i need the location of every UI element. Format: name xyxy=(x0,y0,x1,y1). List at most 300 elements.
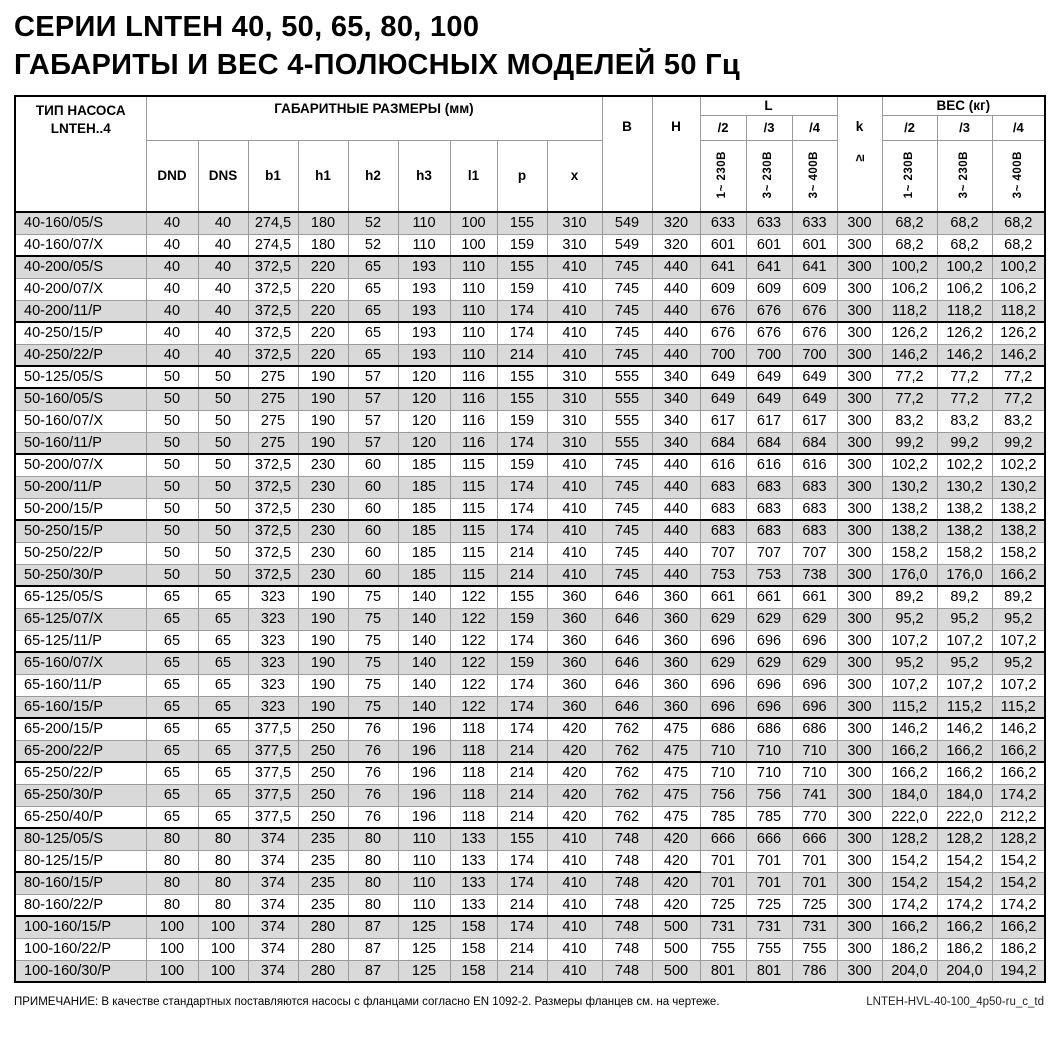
model-cell: 40-160/07/X xyxy=(15,234,146,256)
header-L3-phase xyxy=(746,140,792,212)
value-cell: 250 xyxy=(298,740,348,762)
value-cell: 99,2 xyxy=(992,432,1045,454)
value-cell: 372,5 xyxy=(248,476,298,498)
value-cell: 340 xyxy=(652,388,700,410)
value-cell: 372,5 xyxy=(248,300,298,322)
value-cell: 646 xyxy=(602,630,652,652)
doc-id: LNTEH-HVL-40-100_4p50-ru_c_td xyxy=(866,996,1044,1008)
value-cell: 118 xyxy=(450,806,497,828)
value-cell: 340 xyxy=(652,366,700,388)
value-cell: 666 xyxy=(792,828,837,850)
model-cell: 50-160/11/P xyxy=(15,432,146,454)
value-cell: 154,2 xyxy=(937,872,992,894)
value-cell: 762 xyxy=(602,784,652,806)
value-cell: 110 xyxy=(398,850,450,872)
header-L2-phase xyxy=(700,140,746,212)
value-cell: 745 xyxy=(602,476,652,498)
value-cell: 300 xyxy=(837,278,882,300)
value-cell: 77,2 xyxy=(882,388,937,410)
value-cell: 755 xyxy=(700,938,746,960)
value-cell: 609 xyxy=(700,278,746,300)
value-cell: 75 xyxy=(348,674,398,696)
value-cell: 710 xyxy=(700,740,746,762)
value-cell: 710 xyxy=(746,740,792,762)
value-cell: 140 xyxy=(398,696,450,718)
value-cell: 785 xyxy=(746,806,792,828)
model-cell: 50-125/05/S xyxy=(15,366,146,388)
value-cell: 174 xyxy=(497,520,547,542)
value-cell: 555 xyxy=(602,366,652,388)
phase-label-3-400: 3~ 400В xyxy=(1011,150,1024,198)
value-cell: 377,5 xyxy=(248,718,298,740)
value-cell: 158,2 xyxy=(992,542,1045,564)
value-cell: 95,2 xyxy=(882,608,937,630)
value-cell: 440 xyxy=(652,564,700,586)
value-cell: 166,2 xyxy=(937,762,992,784)
value-cell: 666 xyxy=(700,828,746,850)
value-cell: 616 xyxy=(746,454,792,476)
value-cell: 155 xyxy=(497,586,547,608)
value-cell: 115 xyxy=(450,520,497,542)
value-cell: 731 xyxy=(792,916,837,938)
model-cell: 65-250/22/P xyxy=(15,762,146,784)
value-cell: 475 xyxy=(652,718,700,740)
value-cell: 360 xyxy=(547,674,602,696)
value-cell: 60 xyxy=(348,454,398,476)
value-cell: 138,2 xyxy=(882,520,937,542)
value-cell: 65 xyxy=(146,608,198,630)
value-cell: 193 xyxy=(398,278,450,300)
value-cell: 738 xyxy=(792,564,837,586)
value-cell: 158,2 xyxy=(937,542,992,564)
value-cell: 133 xyxy=(450,828,497,850)
value-cell: 440 xyxy=(652,344,700,366)
table-row xyxy=(15,586,1045,608)
value-cell: 220 xyxy=(298,344,348,366)
value-cell: 68,2 xyxy=(937,234,992,256)
value-cell: 125 xyxy=(398,938,450,960)
value-cell: 440 xyxy=(652,498,700,520)
value-cell: 196 xyxy=(398,740,450,762)
value-cell: 118 xyxy=(450,718,497,740)
value-cell: 377,5 xyxy=(248,762,298,784)
value-cell: 159 xyxy=(497,454,547,476)
value-cell: 230 xyxy=(298,476,348,498)
value-cell: 122 xyxy=(450,696,497,718)
value-cell: 646 xyxy=(602,674,652,696)
value-cell: 65 xyxy=(198,696,248,718)
value-cell: 75 xyxy=(348,652,398,674)
table-row xyxy=(15,718,1045,740)
value-cell: 133 xyxy=(450,850,497,872)
value-cell: 696 xyxy=(700,674,746,696)
header-weight-sub2: /2 xyxy=(882,115,937,140)
value-cell: 40 xyxy=(198,344,248,366)
value-cell: 190 xyxy=(298,608,348,630)
value-cell: 107,2 xyxy=(882,674,937,696)
value-cell: 146,2 xyxy=(937,344,992,366)
value-cell: 700 xyxy=(700,344,746,366)
value-cell: 323 xyxy=(248,674,298,696)
value-cell: 115,2 xyxy=(992,696,1045,718)
value-cell: 99,2 xyxy=(882,432,937,454)
value-cell: 410 xyxy=(547,476,602,498)
value-cell: 756 xyxy=(700,784,746,806)
value-cell: 420 xyxy=(652,894,700,916)
value-cell: 214 xyxy=(497,564,547,586)
value-cell: 360 xyxy=(652,652,700,674)
value-cell: 107,2 xyxy=(937,674,992,696)
value-cell: 65 xyxy=(198,630,248,652)
value-cell: 748 xyxy=(602,828,652,850)
value-cell: 748 xyxy=(602,960,652,982)
value-cell: 410 xyxy=(547,828,602,850)
value-cell: 440 xyxy=(652,300,700,322)
value-cell: 280 xyxy=(298,938,348,960)
value-cell: 65 xyxy=(198,740,248,762)
value-cell: 133 xyxy=(450,872,497,894)
value-cell: 190 xyxy=(298,696,348,718)
value-cell: 50 xyxy=(146,388,198,410)
table-row xyxy=(15,542,1045,564)
value-cell: 130,2 xyxy=(882,476,937,498)
model-cell: 65-125/11/P xyxy=(15,630,146,652)
value-cell: 65 xyxy=(198,608,248,630)
value-cell: 126,2 xyxy=(937,322,992,344)
model-cell: 50-250/15/P xyxy=(15,520,146,542)
value-cell: 159 xyxy=(497,410,547,432)
value-cell: 374 xyxy=(248,938,298,960)
value-cell: 174 xyxy=(497,476,547,498)
value-cell: 190 xyxy=(298,410,348,432)
value-cell: 68,2 xyxy=(992,212,1045,234)
value-cell: 300 xyxy=(837,784,882,806)
value-cell: 360 xyxy=(652,608,700,630)
value-cell: 683 xyxy=(792,498,837,520)
value-cell: 410 xyxy=(547,322,602,344)
table-row xyxy=(15,960,1045,982)
model-cell: 50-200/15/P xyxy=(15,498,146,520)
value-cell: 748 xyxy=(602,916,652,938)
value-cell: 40 xyxy=(146,256,198,278)
model-cell: 50-160/05/S xyxy=(15,388,146,410)
value-cell: 193 xyxy=(398,322,450,344)
value-cell: 731 xyxy=(746,916,792,938)
value-cell: 753 xyxy=(746,564,792,586)
value-cell: 676 xyxy=(792,300,837,322)
value-cell: 83,2 xyxy=(937,410,992,432)
value-cell: 60 xyxy=(348,476,398,498)
value-cell: 785 xyxy=(700,806,746,828)
value-cell: 340 xyxy=(652,410,700,432)
value-cell: 745 xyxy=(602,454,652,476)
page-title-line1: СЕРИИ LNTEH 40, 50, 65, 80, 100 xyxy=(14,11,480,43)
value-cell: 77,2 xyxy=(992,388,1045,410)
value-cell: 126,2 xyxy=(992,322,1045,344)
value-cell: 140 xyxy=(398,674,450,696)
value-cell: 661 xyxy=(792,586,837,608)
value-cell: 155 xyxy=(497,212,547,234)
value-cell: 250 xyxy=(298,718,348,740)
value-cell: 300 xyxy=(837,366,882,388)
value-cell: 100,2 xyxy=(882,256,937,278)
value-cell: 701 xyxy=(792,850,837,872)
value-cell: 475 xyxy=(652,784,700,806)
table-row xyxy=(15,938,1045,960)
value-cell: 68,2 xyxy=(882,234,937,256)
value-cell: 118,2 xyxy=(992,300,1045,322)
value-cell: 220 xyxy=(298,278,348,300)
value-cell: 193 xyxy=(398,344,450,366)
value-cell: 87 xyxy=(348,938,398,960)
value-cell: 410 xyxy=(547,498,602,520)
value-cell: 76 xyxy=(348,806,398,828)
table-row xyxy=(15,278,1045,300)
value-cell: 374 xyxy=(248,872,298,894)
value-cell: 50 xyxy=(198,432,248,454)
value-cell: 786 xyxy=(792,960,837,982)
table-row xyxy=(15,762,1045,784)
value-cell: 549 xyxy=(602,212,652,234)
value-cell: 372,5 xyxy=(248,520,298,542)
value-cell: 420 xyxy=(547,718,602,740)
value-cell: 186,2 xyxy=(882,938,937,960)
value-cell: 116 xyxy=(450,432,497,454)
value-cell: 159 xyxy=(497,652,547,674)
value-cell: 686 xyxy=(746,718,792,740)
value-cell: 102,2 xyxy=(882,454,937,476)
model-cell: 40-200/05/S xyxy=(15,256,146,278)
value-cell: 696 xyxy=(792,696,837,718)
value-cell: 95,2 xyxy=(937,608,992,630)
table-row xyxy=(15,564,1045,586)
value-cell: 745 xyxy=(602,322,652,344)
model-cell: 100-160/22/P xyxy=(15,938,146,960)
value-cell: 374 xyxy=(248,828,298,850)
value-cell: 649 xyxy=(700,366,746,388)
header-weight-sub3: /3 xyxy=(937,115,992,140)
value-cell: 745 xyxy=(602,344,652,366)
value-cell: 440 xyxy=(652,322,700,344)
value-cell: 616 xyxy=(792,454,837,476)
value-cell: 118 xyxy=(450,762,497,784)
value-cell: 122 xyxy=(450,630,497,652)
value-cell: 196 xyxy=(398,762,450,784)
value-cell: 140 xyxy=(398,652,450,674)
value-cell: 140 xyxy=(398,608,450,630)
value-cell: 190 xyxy=(298,366,348,388)
header-dim-x: x xyxy=(547,140,602,212)
value-cell: 745 xyxy=(602,256,652,278)
value-cell: 40 xyxy=(146,234,198,256)
value-cell: 475 xyxy=(652,762,700,784)
header-L-group: L xyxy=(700,96,837,115)
value-cell: 601 xyxy=(746,234,792,256)
value-cell: 138,2 xyxy=(992,498,1045,520)
value-cell: 609 xyxy=(792,278,837,300)
value-cell: 77,2 xyxy=(882,366,937,388)
value-cell: 190 xyxy=(298,630,348,652)
value-cell: 40 xyxy=(198,212,248,234)
value-cell: 275 xyxy=(248,388,298,410)
value-cell: 57 xyxy=(348,410,398,432)
value-cell: 629 xyxy=(746,608,792,630)
pump-dimensions-table xyxy=(14,95,1046,983)
value-cell: 190 xyxy=(298,388,348,410)
model-cell: 65-160/15/P xyxy=(15,696,146,718)
value-cell: 138,2 xyxy=(937,498,992,520)
value-cell: 683 xyxy=(700,498,746,520)
value-cell: 75 xyxy=(348,586,398,608)
model-cell: 65-125/07/X xyxy=(15,608,146,630)
value-cell: 222,0 xyxy=(937,806,992,828)
value-cell: 158 xyxy=(450,960,497,982)
value-cell: 661 xyxy=(746,586,792,608)
value-cell: 159 xyxy=(497,608,547,630)
value-cell: 100 xyxy=(450,212,497,234)
value-cell: 214 xyxy=(497,784,547,806)
value-cell: 310 xyxy=(547,432,602,454)
value-cell: 115,2 xyxy=(882,696,937,718)
phase-label-3-400: 3~ 400В xyxy=(807,150,820,198)
value-cell: 186,2 xyxy=(992,938,1045,960)
header-k-geq-symbol: ≥ xyxy=(852,154,868,162)
value-cell: 50 xyxy=(198,564,248,586)
value-cell: 115 xyxy=(450,542,497,564)
value-cell: 50 xyxy=(146,542,198,564)
value-cell: 87 xyxy=(348,916,398,938)
table-row xyxy=(15,366,1045,388)
value-cell: 300 xyxy=(837,388,882,410)
value-cell: 683 xyxy=(746,498,792,520)
value-cell: 122 xyxy=(450,652,497,674)
value-cell: 60 xyxy=(348,498,398,520)
value-cell: 65 xyxy=(348,278,398,300)
table-row xyxy=(15,872,1045,894)
model-cell: 40-160/05/S xyxy=(15,212,146,234)
value-cell: 649 xyxy=(792,388,837,410)
page-title xyxy=(14,8,1058,84)
value-cell: 300 xyxy=(837,498,882,520)
value-cell: 106,2 xyxy=(992,278,1045,300)
model-cell: 80-125/05/S xyxy=(15,828,146,850)
value-cell: 410 xyxy=(547,564,602,586)
value-cell: 99,2 xyxy=(937,432,992,454)
value-cell: 146,2 xyxy=(882,718,937,740)
value-cell: 420 xyxy=(652,872,700,894)
value-cell: 65 xyxy=(146,674,198,696)
value-cell: 65 xyxy=(146,740,198,762)
table-row xyxy=(15,828,1045,850)
value-cell: 676 xyxy=(746,300,792,322)
value-cell: 300 xyxy=(837,542,882,564)
header-dim-h1: h1 xyxy=(298,140,348,212)
value-cell: 60 xyxy=(348,520,398,542)
value-cell: 748 xyxy=(602,850,652,872)
value-cell: 122 xyxy=(450,586,497,608)
value-cell: 420 xyxy=(547,740,602,762)
value-cell: 174 xyxy=(497,696,547,718)
value-cell: 360 xyxy=(652,630,700,652)
value-cell: 65 xyxy=(348,322,398,344)
value-cell: 235 xyxy=(298,850,348,872)
value-cell: 745 xyxy=(602,520,652,542)
value-cell: 76 xyxy=(348,762,398,784)
value-cell: 40 xyxy=(198,300,248,322)
value-cell: 155 xyxy=(497,256,547,278)
value-cell: 77,2 xyxy=(937,388,992,410)
value-cell: 300 xyxy=(837,762,882,784)
value-cell: 155 xyxy=(497,366,547,388)
value-cell: 76 xyxy=(348,784,398,806)
header-dimensions-group: ГАБАРИТНЫЕ РАЗМЕРЫ (мм) xyxy=(146,96,602,140)
page-title-line2: ГАБАРИТЫ И ВЕС 4-ПОЛЮСНЫХ МОДЕЛЕЙ 50 Гц xyxy=(14,49,740,81)
header-dim-DND: DND xyxy=(146,140,198,212)
value-cell: 633 xyxy=(746,212,792,234)
value-cell: 185 xyxy=(398,564,450,586)
value-cell: 176,0 xyxy=(937,564,992,586)
value-cell: 100,2 xyxy=(937,256,992,278)
value-cell: 300 xyxy=(837,916,882,938)
table-row xyxy=(15,740,1045,762)
value-cell: 115 xyxy=(450,564,497,586)
value-cell: 133 xyxy=(450,894,497,916)
table-row xyxy=(15,696,1045,718)
value-cell: 130,2 xyxy=(937,476,992,498)
header-pump-type-line1: ТИП НАСОСА xyxy=(35,103,126,118)
value-cell: 377,5 xyxy=(248,740,298,762)
model-cell: 65-200/15/P xyxy=(15,718,146,740)
value-cell: 83,2 xyxy=(882,410,937,432)
value-cell: 50 xyxy=(146,498,198,520)
value-cell: 475 xyxy=(652,740,700,762)
value-cell: 40 xyxy=(198,278,248,300)
value-cell: 118 xyxy=(450,740,497,762)
table-row xyxy=(15,300,1045,322)
value-cell: 250 xyxy=(298,784,348,806)
header-W3-phase xyxy=(937,140,992,212)
value-cell: 646 xyxy=(602,696,652,718)
page xyxy=(0,8,1058,1041)
model-cell: 40-250/15/P xyxy=(15,322,146,344)
value-cell: 617 xyxy=(792,410,837,432)
value-cell: 360 xyxy=(652,674,700,696)
value-cell: 40 xyxy=(146,322,198,344)
value-cell: 725 xyxy=(792,894,837,916)
value-cell: 275 xyxy=(248,410,298,432)
value-cell: 126,2 xyxy=(882,322,937,344)
model-cell: 65-200/22/P xyxy=(15,740,146,762)
value-cell: 220 xyxy=(298,300,348,322)
value-cell: 549 xyxy=(602,234,652,256)
value-cell: 40 xyxy=(146,344,198,366)
value-cell: 174,2 xyxy=(937,894,992,916)
value-cell: 300 xyxy=(837,212,882,234)
value-cell: 185 xyxy=(398,454,450,476)
value-cell: 372,5 xyxy=(248,278,298,300)
value-cell: 166,2 xyxy=(992,564,1045,586)
value-cell: 410 xyxy=(547,520,602,542)
value-cell: 80 xyxy=(146,872,198,894)
value-cell: 676 xyxy=(700,300,746,322)
model-cell: 50-200/07/X xyxy=(15,454,146,476)
model-cell: 40-200/11/P xyxy=(15,300,146,322)
value-cell: 300 xyxy=(837,586,882,608)
value-cell: 155 xyxy=(497,828,547,850)
value-cell: 174 xyxy=(497,674,547,696)
value-cell: 214 xyxy=(497,344,547,366)
header-k-label: k xyxy=(855,119,864,134)
